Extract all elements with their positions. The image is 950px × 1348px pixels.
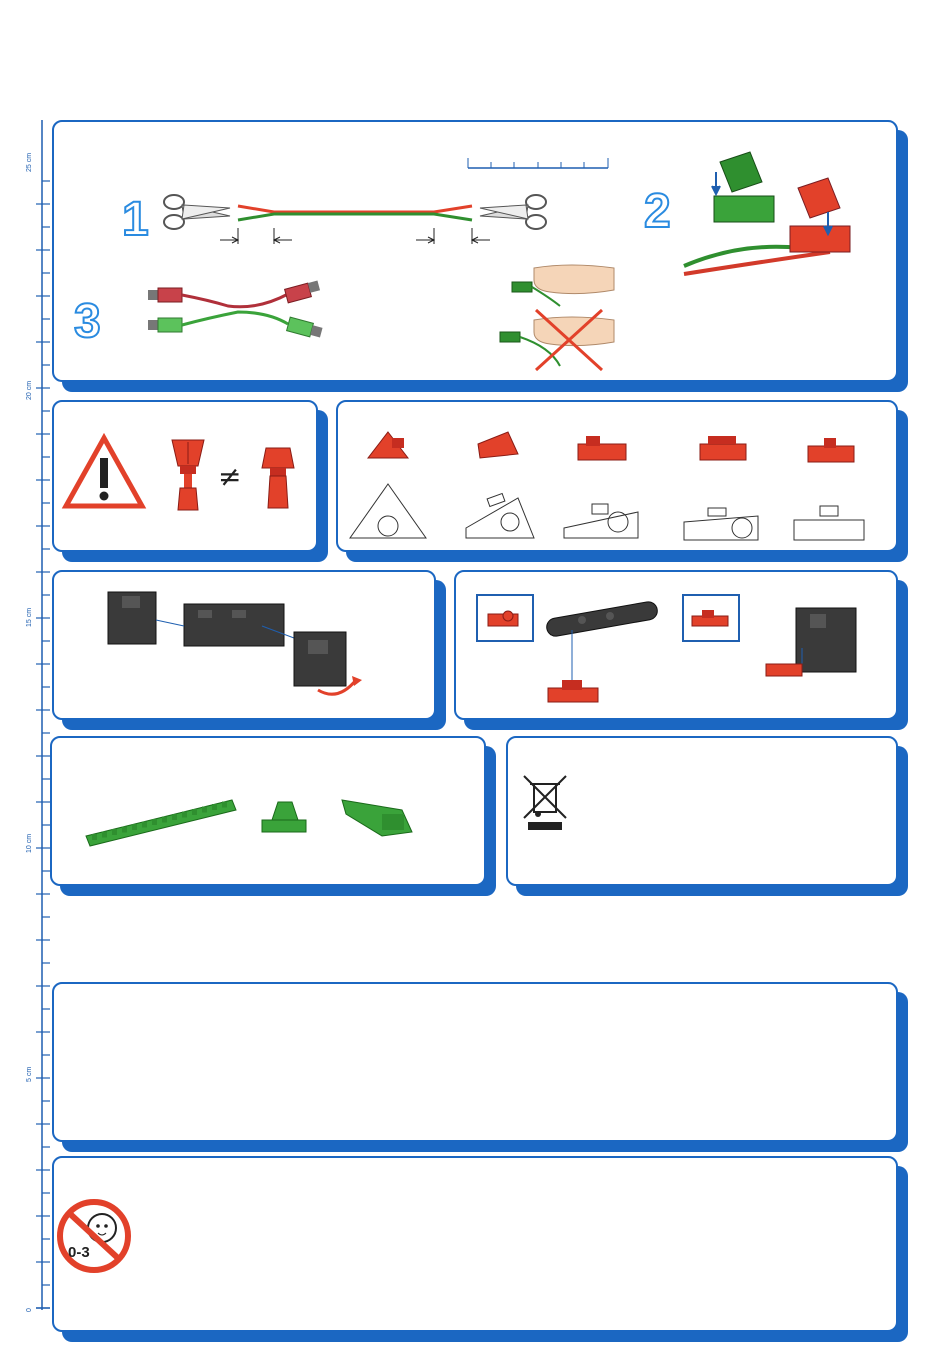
disposal-panel <box>506 736 898 886</box>
step-2-number: 2 <box>644 185 671 238</box>
black-strut-with-clip <box>542 600 672 710</box>
warning-triangle-icon <box>62 434 146 510</box>
cable-diagram <box>236 200 476 260</box>
rack-tooth <box>102 832 107 838</box>
red-clip-highlight <box>476 594 536 644</box>
age-badge: 0-3 <box>68 1244 90 1261</box>
green-parts-panel <box>50 736 486 886</box>
rack-tooth <box>162 817 167 823</box>
rack-tooth <box>112 829 117 835</box>
rack-tooth <box>192 809 197 815</box>
red-clip-highlight <box>682 594 742 644</box>
age-warning-panel <box>52 1156 898 1332</box>
plug-handling-illustration <box>490 262 620 372</box>
ruler-label-25: 25 cm <box>26 152 33 172</box>
scissors-icon <box>162 192 232 232</box>
measure-scale <box>466 156 616 176</box>
rack-tooth <box>212 804 217 810</box>
building-blocks-panel <box>52 570 436 720</box>
green-parts-illustration <box>82 790 492 870</box>
crossed-out-bin-icon <box>522 774 572 834</box>
angle-blocks-diagram <box>348 408 888 548</box>
ruler-label-5: 5 cm <box>26 1066 33 1082</box>
measuring-ruler <box>0 0 50 1348</box>
info-panel <box>52 982 898 1142</box>
no-under-3-icon <box>56 1198 136 1278</box>
black-block-with-red-clip <box>762 600 872 700</box>
red-pin-part-short <box>258 446 298 526</box>
rack-tooth <box>142 822 147 828</box>
ruler-label-20: 20 cm <box>26 380 33 400</box>
ruler-scale <box>0 0 50 1348</box>
rack-tooth <box>182 812 187 818</box>
rack-tooth <box>202 807 207 813</box>
cable-with-plugs <box>148 282 328 342</box>
scissors-icon <box>478 192 548 232</box>
not-equal-sign: ≠ <box>218 460 242 493</box>
rack-tooth <box>222 802 227 808</box>
rack-tooth <box>92 834 97 840</box>
ruler-label-0: 0 <box>26 1308 33 1312</box>
step-1-number: 1 <box>122 193 149 246</box>
red-connectors-panel <box>454 570 898 720</box>
red-pin-part <box>168 438 208 518</box>
step-3-number: 3 <box>74 295 101 348</box>
ruler-label-10: 10 cm <box>26 833 33 853</box>
connector-crimp-illustration <box>680 152 880 282</box>
rack-tooth <box>132 824 137 830</box>
warning-panel <box>52 400 318 552</box>
ruler-label-15: 15 cm <box>26 607 33 627</box>
rack-tooth <box>122 827 127 833</box>
rack-tooth <box>172 814 177 820</box>
rack-tooth <box>152 819 157 825</box>
cable-assembly-panel <box>52 120 898 382</box>
angle-blocks-panel <box>336 400 898 552</box>
black-block-assembly <box>102 580 462 720</box>
